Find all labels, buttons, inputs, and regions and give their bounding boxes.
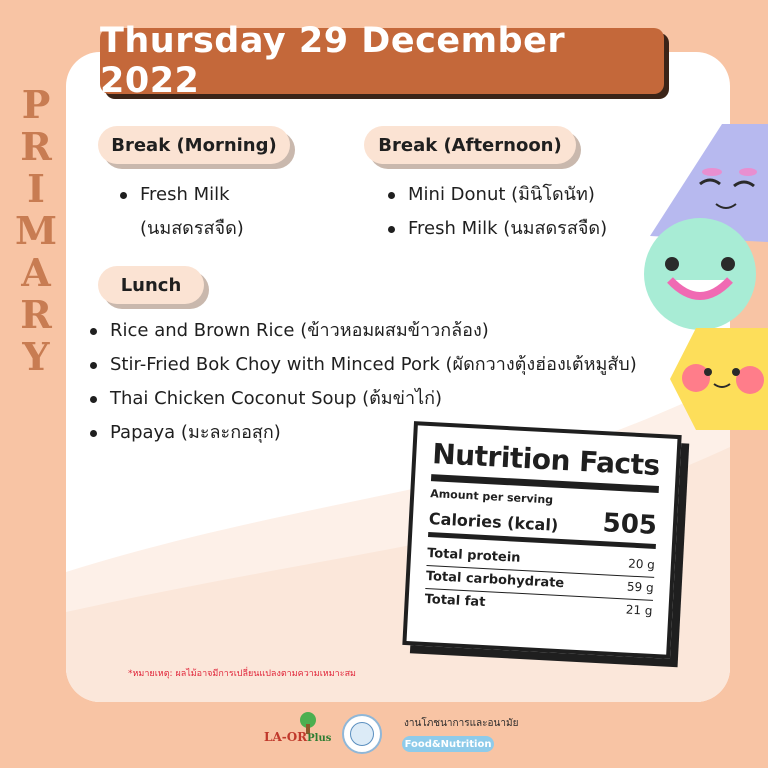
list-item: Stir-Fried Bok Choy with Minced Pork (ผัดกวางตุ้งฮ่องเต้หมูสับ) bbox=[88, 348, 637, 382]
list-item: Rice and Brown Rice (ข้าวหอมผสมข้าวกล้อง) bbox=[88, 314, 637, 348]
nutrient-label: Total fat bbox=[424, 591, 486, 611]
lunch-heading: Lunch bbox=[98, 266, 204, 304]
item-text-thai: (นมสดรสจืด) bbox=[140, 218, 244, 239]
list-item: Thai Chicken Coconut Soup (ต้มข่าไก่) bbox=[88, 382, 637, 416]
calories-label: Calories (kcal) bbox=[428, 509, 559, 535]
logo-text: LA-OR bbox=[264, 730, 308, 744]
list-item bbox=[118, 178, 244, 246]
calories-value: 505 bbox=[601, 508, 658, 541]
side-label bbox=[14, 84, 58, 378]
nutrition-facts-panel bbox=[402, 421, 681, 659]
side-letter: M bbox=[14, 208, 58, 253]
school-logo bbox=[264, 730, 331, 744]
break-afternoon-heading: Break (Afternoon) bbox=[364, 126, 576, 164]
nutrient-label: Total protein bbox=[426, 546, 521, 566]
nutrient-value: 59 g bbox=[626, 579, 655, 595]
side-letter: P bbox=[21, 82, 51, 127]
break-morning-heading: Break (Morning) bbox=[98, 126, 290, 164]
side-letter: A bbox=[21, 250, 51, 295]
department-name: งานโภชนาการและอนามัย bbox=[404, 718, 519, 729]
footer bbox=[0, 710, 768, 768]
side-letter: Y bbox=[22, 334, 50, 379]
nutrient-label: Total carbohydrate bbox=[425, 568, 565, 592]
food-nutrition-badge: Food&Nutrition bbox=[402, 736, 494, 752]
amount-per-serving: Amount per serving bbox=[429, 487, 554, 507]
item-text: Fresh Milk bbox=[140, 184, 230, 205]
break-morning-list bbox=[118, 178, 244, 246]
list-item: Fresh Milk (นมสดรสจืด) bbox=[386, 212, 607, 246]
page-title: Thursday 29 December 2022 bbox=[100, 21, 566, 101]
list-item: Mini Donut (มินิโดนัท) bbox=[386, 178, 607, 212]
list-item: Papaya (มะละกอสุก) bbox=[88, 416, 637, 450]
round-character-icon bbox=[642, 216, 758, 332]
nutrient-value: 20 g bbox=[627, 556, 656, 572]
date-title-banner bbox=[100, 21, 664, 101]
logo-plus: Plus bbox=[307, 733, 332, 744]
side-letter: I bbox=[27, 166, 45, 211]
break-afternoon-list bbox=[386, 178, 607, 246]
side-letter: R bbox=[20, 292, 52, 337]
side-letter: R bbox=[20, 124, 52, 169]
footnote: *หมายเหตุ: ผลไม้อาจมีการเปลี่ยนแปลงตามความเหมาะสม bbox=[128, 669, 356, 679]
hexagon-character-icon bbox=[670, 328, 768, 430]
seal-logo-icon bbox=[342, 714, 382, 754]
nutrition-title: Nutrition Facts bbox=[431, 437, 661, 483]
nutrient-value: 21 g bbox=[625, 602, 653, 618]
